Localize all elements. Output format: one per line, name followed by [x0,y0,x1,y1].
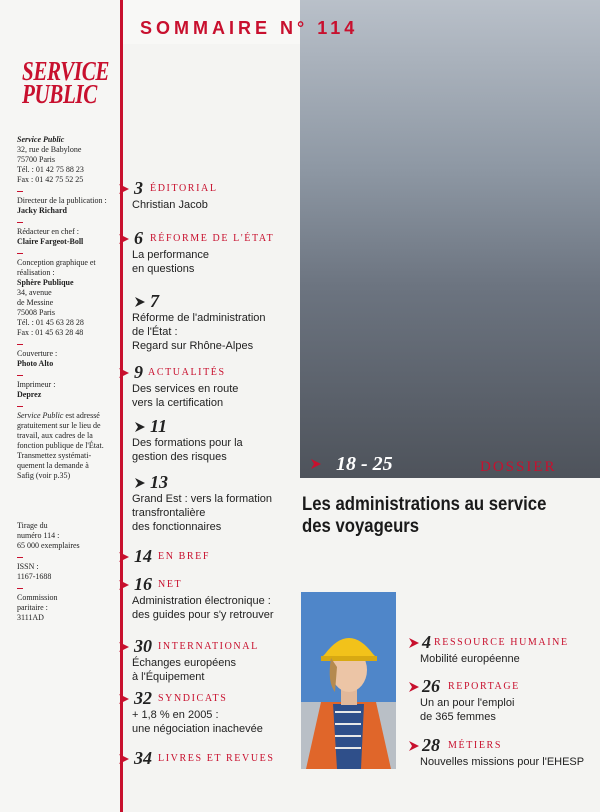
logo-line-2: PUBLIC [22,79,97,109]
feature-section-label: REPORTAGE [448,681,520,692]
issn-value: 1167-1688 [17,572,52,581]
publisher-name: Service Public [17,135,65,144]
toc-line: Grand Est : vers la formation [132,493,272,505]
design-label: Conception graphique et réalisation : [17,258,96,277]
toc-page-number: 6 [134,228,143,248]
address-line: Fax : 01 42 75 52 25 [17,175,84,184]
feature-entry [408,634,598,666]
issn-label: ISSN : [17,562,39,571]
toc-line: La performance [132,249,210,261]
arrow-icon [118,367,130,379]
feature-entry [408,678,598,724]
toc-page-number: 7 [150,291,159,311]
editor-name: Claire Fargeot-Boll [17,237,84,246]
notice-line: Transmettez systémati- [17,451,92,460]
print-run-line: numéro 114 : [17,531,60,540]
divider-dash [17,557,23,558]
commission-line: 3111AD [17,613,44,622]
arrow-icon [118,551,130,563]
toc-line: transfrontalière [132,507,206,519]
toc-line: vers la certification [132,397,224,409]
toc-section-label: ACTUALITÉS [148,367,226,378]
arrow-icon [134,296,146,308]
toc-line: Administration électronique : [132,595,271,607]
dossier-pages: 18 - 25 [336,453,393,475]
toc-section-label: NET [158,579,183,590]
notice-title: Service Public [17,411,64,420]
arrow-icon [408,740,420,752]
address-line: Tél. : 01 42 75 88 23 [17,165,84,174]
arrow-icon [134,421,146,433]
arrow-icon [118,693,130,705]
toc-entry [118,576,318,622]
logo-line-1: SERVICE [22,56,110,86]
toc-page-number: 11 [150,416,168,436]
toc-entry [118,750,318,768]
feature-line: Nouvelles missions pour l'EHESP [420,756,585,768]
cover-label: Couverture : [17,349,58,358]
design-line: Fax : 01 45 63 28 48 [17,328,84,337]
arrow-icon [310,458,322,470]
cover-photo [300,0,600,478]
print-run-line: Tirage du [17,521,48,530]
cover-name: Photo Alto [17,359,54,368]
service-public-logo [22,56,110,109]
printer-name: Deprez [17,390,42,399]
divider-dash [17,406,23,407]
feature-page-number: 28 [422,735,440,755]
notice-line: travail, aux cadres de la [17,431,93,440]
notice-line: Safig (voir p.35) [17,471,71,480]
arrow-icon [118,641,130,653]
arrow-icon [118,183,130,195]
arrow-icon [134,477,146,489]
toc-line: Christian Jacob [132,199,208,211]
toc-page-number: 9 [134,362,143,382]
masthead-info [17,135,117,629]
toc-entry [118,418,318,464]
design-line: 34, avenue [17,288,52,297]
divider-dash [17,191,23,192]
divider-dash [17,375,23,376]
editor-label: Rédacteur en chef : [17,227,79,236]
toc-line: à l'Équipement [132,671,205,683]
address-line: 75700 Paris [17,155,55,164]
dossier-label: DOSSIER [480,459,557,475]
design-line: 75008 Paris [17,308,55,317]
notice-line: gratuitement sur le lieu de [17,421,101,430]
notice-line: est adressé [65,411,100,420]
feature-line: de 365 femmes [420,711,496,723]
page-title: SOMMAIRE N° 114 [140,18,359,38]
print-run-line: 65 000 exemplaires [17,541,80,550]
toc-page-number: 16 [134,574,152,594]
toc-section-label: SYNDICATS [158,693,228,704]
toc-entry [118,638,318,684]
toc-section-label: LIVRES ET REVUES [158,753,275,764]
divider-dash [17,344,23,345]
feature-line: Mobilité européenne [420,653,520,665]
feature-line: Un an pour l'emploi [420,697,515,709]
toc-page-number: 30 [134,636,152,656]
toc-line: de l'État : [132,326,178,338]
director-name: Jacky Richard [17,206,67,215]
toc-page-number: 34 [134,748,152,768]
toc-entry [118,293,318,353]
design-line: Tél. : 01 45 63 28 28 [17,318,84,327]
toc-entry [118,548,318,566]
toc-entry [118,364,318,410]
design-line: de Messine [17,298,54,307]
toc-line: gestion des risques [132,451,227,463]
toc-line: des guides pour s'y retrouver [132,609,274,621]
arrow-icon [408,681,420,693]
divider-dash [17,588,23,589]
toc-line: Des services en route [132,383,239,395]
commission-line: Commission [17,593,58,602]
feature-page-number: 4 [422,632,431,652]
toc-section-label: RÉFORME DE L'ÉTAT [150,233,275,244]
toc-section-label: ÉDITORIAL [150,183,218,194]
toc-line: Échanges européens [132,657,236,669]
toc-page-number: 3 [134,178,143,198]
arrow-icon [118,753,130,765]
toc-line: des fonctionnaires [132,521,222,533]
toc-entry [118,474,318,534]
director-label: Directeur de la publication : [17,196,107,205]
address-line: 32, rue de Babylone [17,145,82,154]
dossier-title: Les administrations au service des voyageurs [302,494,547,537]
notice-line: quement la demande à [17,461,89,470]
toc-entry [118,180,318,212]
printer-label: Imprimeur : [17,380,56,389]
toc-entry [118,690,318,736]
feature-section-label: MÉTIERS [448,740,502,751]
construction-worker-photo [301,592,396,769]
toc-line: Regard sur Rhône-Alpes [132,340,254,352]
toc-line: en questions [132,263,195,275]
design-name: Sphère Publique [17,278,74,287]
feature-section-label: RESSOURCE HUMAINE [434,637,569,648]
toc-page-number: 32 [134,688,152,708]
toc-page-number: 13 [150,472,168,492]
toc-section-label: INTERNATIONAL [158,641,259,652]
toc-line: Réforme de l'administration [132,312,266,324]
divider-dash [17,253,23,254]
toc-section-label: EN BREF [158,551,211,562]
feature-entry [408,737,598,769]
commission-line: paritaire : [17,603,48,612]
arrow-icon [118,579,130,591]
toc-line: une négociation inachevée [132,723,263,735]
toc-line: + 1,8 % en 2005 : [132,709,219,721]
toc-page-number: 14 [134,546,152,566]
toc-entry [118,230,318,276]
arrow-icon [118,233,130,245]
worker-photo [301,592,396,769]
notice-line: fonction publique de l'État. [17,441,104,450]
feature-page-number: 26 [422,676,440,696]
arrow-icon [408,637,420,649]
divider-dash [17,222,23,223]
toc-line: Des formations pour la [132,437,243,449]
